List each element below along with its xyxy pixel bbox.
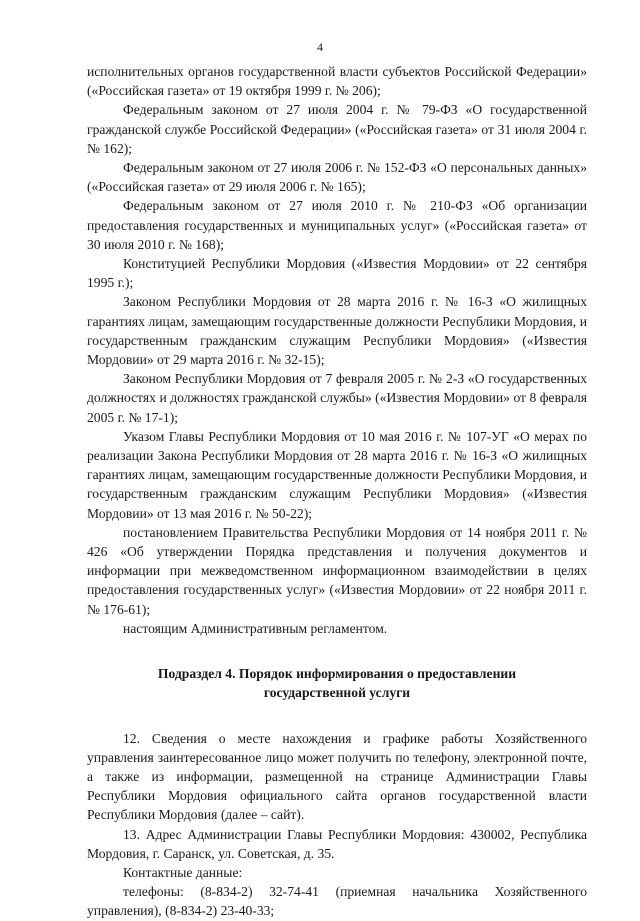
paragraph: Федеральным законом от 27 июля 2004 г. № 79-ФЗ «О государственной гражданской службе Российской Федерации» («Российская газета» от 31 июля 2004 г. № 162);	[87, 102, 587, 156]
paragraph: Указом Главы Республики Мордовия от 10 мая 2016 г. № 107-УГ «О мерах по реализации Закона Республики Мордовия от 28 марта 2016 г. № 16-З «О жилищных гарантиях лицам, замещающим государственные должности Республики Мордовия, и государственным гражданским служащим Республики Мордовия» («Известия Мордовии» от 13 мая 2016 г. № 50-22);	[87, 428, 587, 521]
section-heading-line: Подраздел 4. Порядок информирования о предоставлении	[157, 666, 517, 682]
paragraph: Федеральным законом от 27 июля 2010 г. № 210-ФЗ «Об организации предоставления государственных и муниципальных услуг» («Российская газета» от 30 июля 2010 г. № 168);	[87, 198, 587, 252]
section-heading	[87, 664, 587, 702]
paragraph: 13. Адрес Администрации Главы Республики Мордовия: 430002, Республика Мордовия, г. Саранск, ул. Советская, д. 35.	[87, 826, 587, 861]
section-heading-line: государственной услуги	[263, 685, 411, 701]
legal-basis-list	[87, 62, 587, 638]
page-number: 4	[317, 40, 323, 54]
paragraph: исполнительных органов государственной власти субъектов Российской Федерации» («Российская газета» от 19 октября 1999 г. № 206);	[87, 64, 587, 99]
paragraph: настоящим Административным регламентом.	[123, 620, 388, 636]
paragraph: Федеральным законом от 27 июля 2006 г. № 152-ФЗ «О персональных данных» («Российская газета» от 29 июля 2006 г. № 165);	[87, 160, 587, 195]
paragraph: Законом Республики Мордовия от 28 марта 2016 г. № 16-З «О жилищных гарантиях лицам, замещающим государственные должности Республики Мордовия, и государственным гражданским служащим Республики Мордовия» («Известия Мордовии» от 29 марта 2016 г. № 32-15);	[87, 294, 587, 368]
paragraph: телефоны: (8-834-2) 32-74-41 (приемная начальника Хозяйственного управления), (8-834-2) 23-40-33;	[87, 884, 587, 919]
paragraph: Контактные данные:	[123, 864, 243, 880]
paragraph: постановлением Правительства Республики Мордовия от 14 ноября 2011 г. № 426 «Об утверждении Порядка представления и получения документов и информации при межведомственном информационном взаимодействии в целях предоставления государственных услуг» («Известия Мордовии» от 22 ноября 2011 г. № 176-61);	[87, 524, 587, 617]
paragraph: 12. Сведения о месте нахождения и графике работы Хозяйственного управления заинтересованное лицо может получить по телефону, электронной почте, а также из информации, размещенной на странице Администрации Главы Республики Мордовия официального сайта органов государственной власти Республики Мордовия (далее – сайт).	[87, 730, 587, 823]
document-body	[87, 62, 587, 921]
informing-section	[87, 729, 587, 921]
paragraph: Конституцией Республики Мордовия («Известия Мордовии» от 22 сентября 1995 г.);	[87, 256, 587, 291]
paragraph: Законом Республики Мордовия от 7 февраля 2005 г. № 2-З «О государственных должностях и должностях гражданской службы» («Известия Мордовии» от 8 февраля 2005 г. № 17-1);	[87, 371, 587, 425]
